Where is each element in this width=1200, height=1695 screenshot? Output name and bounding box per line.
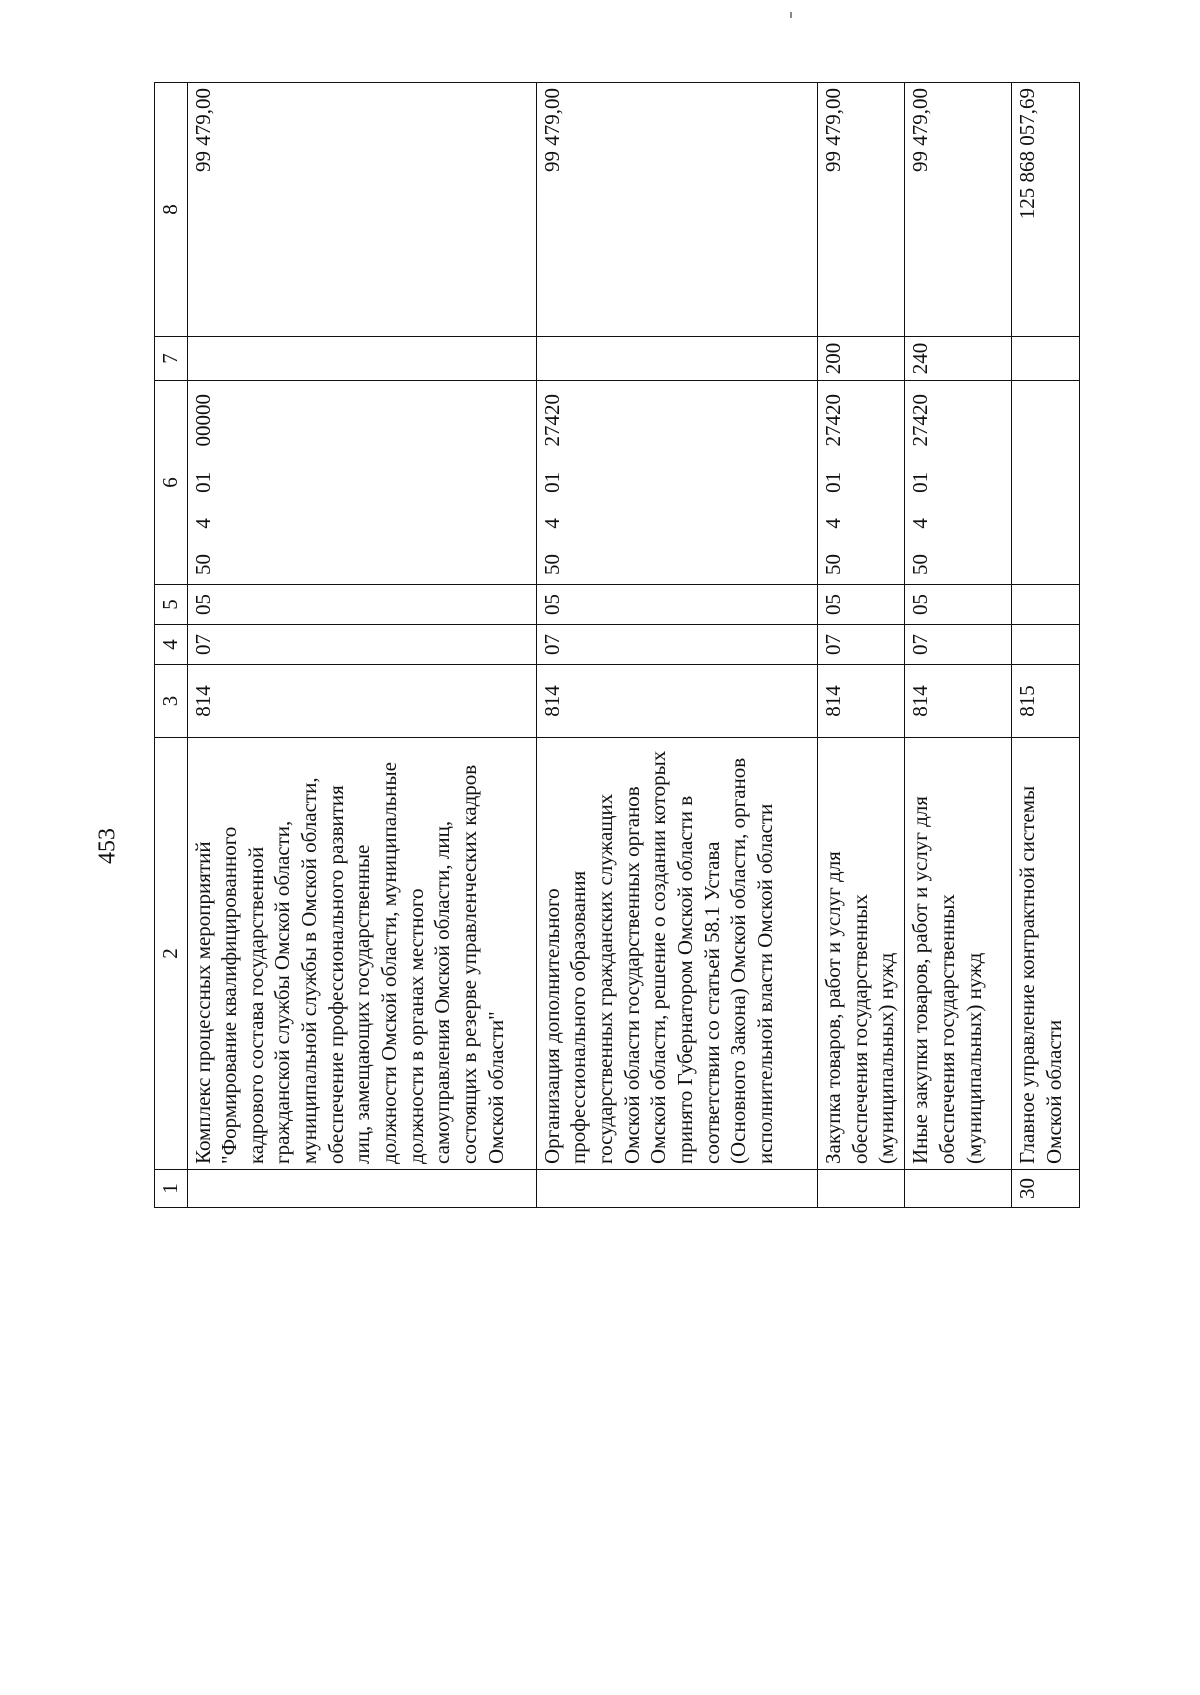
cell-target-article — [187, 381, 536, 585]
cell-ministry-code: 815 — [1012, 665, 1080, 738]
cell-description: Закупка товаров, работ и услуг для обеспечения государственных (муниципальных) нужд — [818, 738, 905, 1170]
cell-target-article — [905, 381, 1012, 585]
cell-number — [818, 1170, 905, 1208]
header-row — [155, 83, 188, 1208]
table-row — [818, 83, 905, 1208]
cell-number — [536, 1170, 817, 1208]
table-row — [905, 83, 1012, 1208]
target-article-type: 4 — [821, 518, 846, 529]
cell-target-article — [536, 381, 817, 585]
cell-subsection: 05 — [818, 585, 905, 625]
cell-subsection: 05 — [905, 585, 1012, 625]
table-row — [536, 83, 817, 1208]
cell-section: 07 — [187, 625, 536, 665]
cell-amount: 99 479,00 — [905, 83, 1012, 337]
cell-expense-type: 240 — [905, 337, 1012, 381]
cell-amount: 125 868 057,69 — [1012, 83, 1080, 337]
target-article-structure: 01 — [821, 471, 846, 493]
target-article-structure: 01 — [908, 471, 933, 493]
cell-number: 30 — [1012, 1170, 1080, 1208]
target-article-type: 4 — [539, 518, 564, 529]
cell-description: Комплекс процессных мероприятий "Формирование квалифицированного кадрового состава государственной гражданской службы Омской области, муниципальной службы в Омской области, обеспечение профессионального развития лиц, замещающих государственные должности Омской области, муниципальные должности в органах местного самоуправления Омской области, лиц, состоящих в резерве управленческих кадров Омской области" — [187, 738, 536, 1170]
cell-expense-type: 200 — [818, 337, 905, 381]
target-article-type: 4 — [908, 518, 933, 529]
cell-section: 07 — [818, 625, 905, 665]
rotated-table-wrapper — [154, 83, 1080, 1208]
cell-description: Главное управление контрактной системы Омской области — [1012, 738, 1080, 1170]
target-article-direction: 00000 — [190, 394, 215, 447]
cell-description: Организация дополнительного профессионального образования государственных гражданских служащих Омской области государственных органов Омской области, решение о создании которых принято Губернатором Омской области в соответствии со статьей 58.1 Устава (Основного Закона) Омской области, органов исполнительной власти Омской области — [536, 738, 817, 1170]
scan-mark — [790, 12, 792, 18]
target-article-structure: 01 — [190, 471, 215, 493]
table-row — [187, 83, 536, 1208]
target-article-program: 50 — [539, 554, 564, 575]
col-header-6: 6 — [155, 381, 188, 585]
table-row — [1012, 83, 1080, 1208]
cell-section: 07 — [905, 625, 1012, 665]
page-number: 453 — [94, 828, 121, 864]
cell-target-article — [1012, 381, 1080, 585]
cell-description: Иные закупки товаров, работ и услуг для обеспечения государственных (муниципальных) нужд — [905, 738, 1012, 1170]
target-article-structure: 01 — [539, 471, 564, 493]
col-header-4: 4 — [155, 625, 188, 665]
cell-ministry-code: 814 — [187, 665, 536, 738]
cell-amount: 99 479,00 — [536, 83, 817, 337]
target-article-direction: 27420 — [821, 394, 846, 447]
target-article-direction: 27420 — [908, 394, 933, 447]
cell-expense-type — [1012, 337, 1080, 381]
cell-target-article — [818, 381, 905, 585]
cell-ministry-code: 814 — [818, 665, 905, 738]
cell-expense-type — [187, 337, 536, 381]
cell-amount: 99 479,00 — [187, 83, 536, 337]
cell-number — [187, 1170, 536, 1208]
cell-subsection — [1012, 585, 1080, 625]
col-header-8: 8 — [155, 83, 188, 337]
target-article-program: 50 — [821, 554, 846, 575]
cell-subsection: 05 — [187, 585, 536, 625]
target-article-program: 50 — [190, 554, 215, 575]
col-header-5: 5 — [155, 585, 188, 625]
col-header-1: 1 — [155, 1170, 188, 1208]
col-header-3: 3 — [155, 665, 188, 738]
budget-table — [154, 82, 1080, 1208]
target-article-direction: 27420 — [539, 394, 564, 447]
cell-ministry-code: 814 — [905, 665, 1012, 738]
cell-number — [905, 1170, 1012, 1208]
target-article-program: 50 — [908, 554, 933, 575]
cell-section: 07 — [536, 625, 817, 665]
cell-amount: 99 479,00 — [818, 83, 905, 337]
cell-subsection: 05 — [536, 585, 817, 625]
cell-expense-type — [536, 337, 817, 381]
col-header-7: 7 — [155, 337, 188, 381]
col-header-2: 2 — [155, 738, 188, 1170]
target-article-type: 4 — [190, 518, 215, 529]
cell-section — [1012, 625, 1080, 665]
cell-ministry-code: 814 — [536, 665, 817, 738]
